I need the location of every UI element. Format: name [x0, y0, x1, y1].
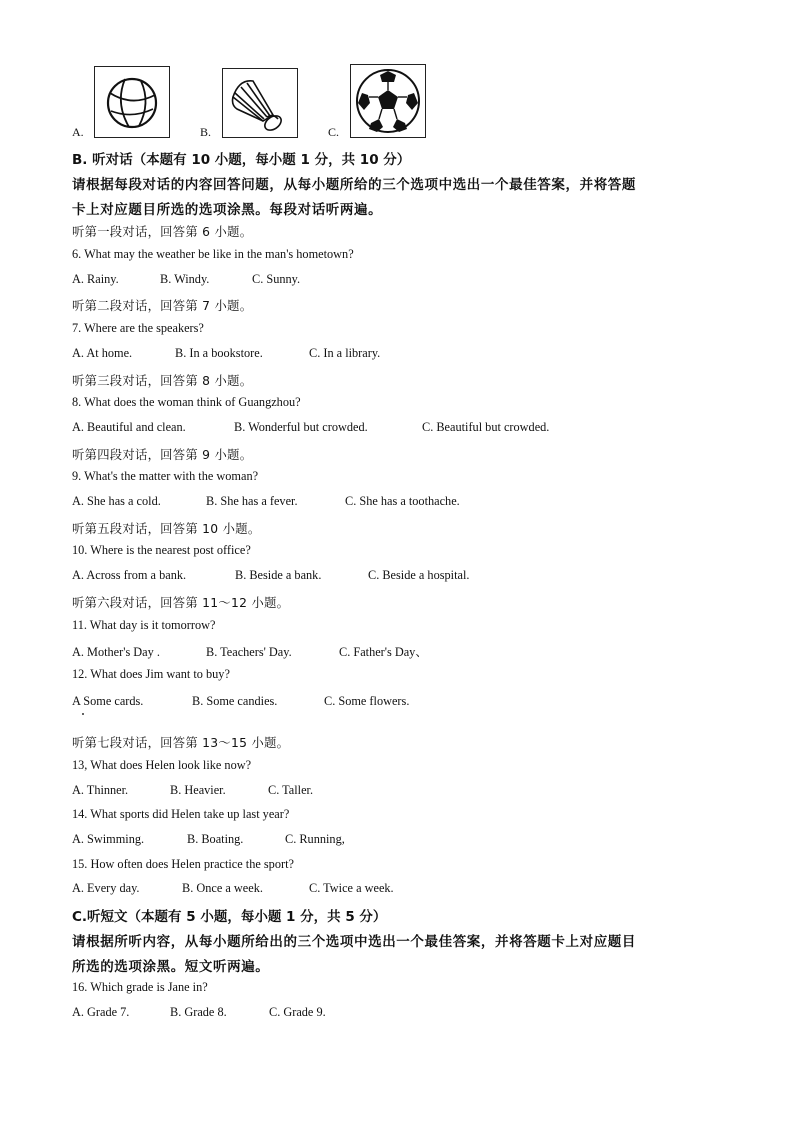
dialogue-intro: 听第六段对话，回答第 11～12 小题。 — [72, 596, 290, 610]
answer-options — [72, 832, 345, 847]
dialogue-intro: 听第一段对话，回答第 6 小题。 — [72, 225, 253, 239]
question-text: 15. How often does Helen practice the sport? — [72, 857, 294, 871]
answer-options — [72, 881, 394, 896]
option-a: A Some cards. — [72, 694, 144, 708]
option-c: C. Some flowers. — [324, 694, 410, 708]
dialogue-intro: 听第四段对话，回答第 9 小题。 — [72, 448, 253, 462]
picture-option-c — [328, 64, 428, 144]
question-text: 7. Where are the speakers? — [72, 321, 204, 335]
section-b-instruction-line-2: 卡上对应题目所选的选项涂黑。每段对话听两遍。 — [72, 202, 383, 218]
question-text: 6. What may the weather be like in the man's hometown? — [72, 247, 354, 261]
answer-options — [72, 642, 428, 660]
answer-options — [72, 568, 469, 583]
option-c: C. Sunny. — [252, 272, 301, 286]
basketball-icon — [94, 66, 170, 138]
option-b: B. Beside a bank. — [235, 568, 322, 582]
section-b-instruction-line-1: 请根据每段对话的内容回答问题，从每小题所给的三个选项中选出一个最佳答案，并将答题 — [72, 177, 636, 193]
answer-options — [72, 272, 300, 287]
question-text: 11. What day is it tomorrow? — [72, 618, 216, 632]
option-c: C. Taller. — [268, 783, 314, 797]
picture-option-a — [72, 64, 172, 144]
option-a: A. Thinner. — [72, 783, 129, 797]
answer-options — [72, 420, 549, 435]
question-text: 8. What does the woman think of Guangzhou? — [72, 395, 301, 409]
option-c: C. Beside a hospital. — [368, 568, 470, 582]
option-b: B. Windy. — [160, 272, 210, 286]
question-text: 10. Where is the nearest post office? — [72, 543, 251, 557]
section-c-instruction-line-1: 请根据所听内容，从每小题所给出的三个选项中选出一个最佳答案，并将答题卡上对应题目 — [72, 934, 636, 950]
option-c: C. Father's Day、 — [339, 645, 428, 659]
option-a: A. Rainy. — [72, 272, 119, 286]
dialogue-intro: 听第二段对话，回答第 7 小题。 — [72, 299, 253, 313]
answer-options — [72, 694, 409, 709]
option-a: A. Grade 7. — [72, 1005, 130, 1019]
answer-options — [72, 783, 313, 798]
option-c: C. Beautiful but crowded. — [422, 420, 550, 434]
question-text: 16. Which grade is Jane in? — [72, 980, 208, 994]
option-b: B. She has a fever. — [206, 494, 298, 508]
option-b: B. Once a week. — [182, 881, 263, 895]
section-c-instruction-line-2: 所选的选项涂黑。短文听两遍。 — [72, 959, 270, 975]
option-b: B. Wonderful but crowded. — [234, 420, 368, 434]
option-a: A. Mother's Day . — [72, 645, 160, 659]
shuttlecock-icon — [222, 68, 298, 138]
question-text: 9. What's the matter with the woman? — [72, 469, 259, 483]
option-letter: B. — [200, 125, 212, 139]
option-b: B. Boating. — [187, 832, 244, 846]
question-text: 13, What does Helen look like now? — [72, 758, 252, 772]
question-text: 14. What sports did Helen take up last year? — [72, 807, 290, 821]
option-c: C. Grade 9. — [269, 1005, 326, 1019]
answer-options — [72, 494, 460, 509]
stray-mark — [82, 713, 84, 715]
dialogue-intro: 听第三段对话，回答第 8 小题。 — [72, 374, 253, 388]
picture-options — [72, 64, 552, 144]
option-letter: A. — [72, 125, 84, 139]
option-a: A. Every day. — [72, 881, 140, 895]
answer-options — [72, 346, 380, 361]
dialogue-intro: 听第七段对话，回答第 13～15 小题。 — [72, 736, 290, 750]
option-b: B. Some candies. — [192, 694, 278, 708]
option-b: B. In a bookstore. — [175, 346, 263, 360]
option-a: A. Swimming. — [72, 832, 145, 846]
section-c-heading: C.听短文（本题有 5 小题，每小题 1 分，共 5 分） — [72, 909, 387, 925]
option-a: A. Across from a bank. — [72, 568, 187, 582]
option-a: A. Beautiful and clean. — [72, 420, 186, 434]
answer-options — [72, 1005, 326, 1020]
soccer-ball-icon — [350, 64, 426, 138]
option-b: B. Grade 8. — [170, 1005, 227, 1019]
dialogue-intro: 听第五段对话，回答第 10 小题。 — [72, 522, 261, 536]
option-c: C. Running, — [285, 832, 345, 846]
question-text: 12. What does Jim want to buy? — [72, 667, 230, 681]
option-c: C. In a library. — [309, 346, 381, 360]
option-a: A. She has a cold. — [72, 494, 161, 508]
option-c: C. She has a toothache. — [345, 494, 460, 508]
option-c: C. Twice a week. — [309, 881, 394, 895]
option-letter: C. — [328, 125, 340, 139]
section-b-heading: B. 听对话（本题有 10 小题，每小题 1 分，共 10 分） — [72, 152, 411, 168]
option-a: A. At home. — [72, 346, 133, 360]
picture-option-b — [200, 64, 300, 144]
option-b: B. Teachers' Day. — [206, 645, 292, 659]
option-b: B. Heavier. — [170, 783, 226, 797]
